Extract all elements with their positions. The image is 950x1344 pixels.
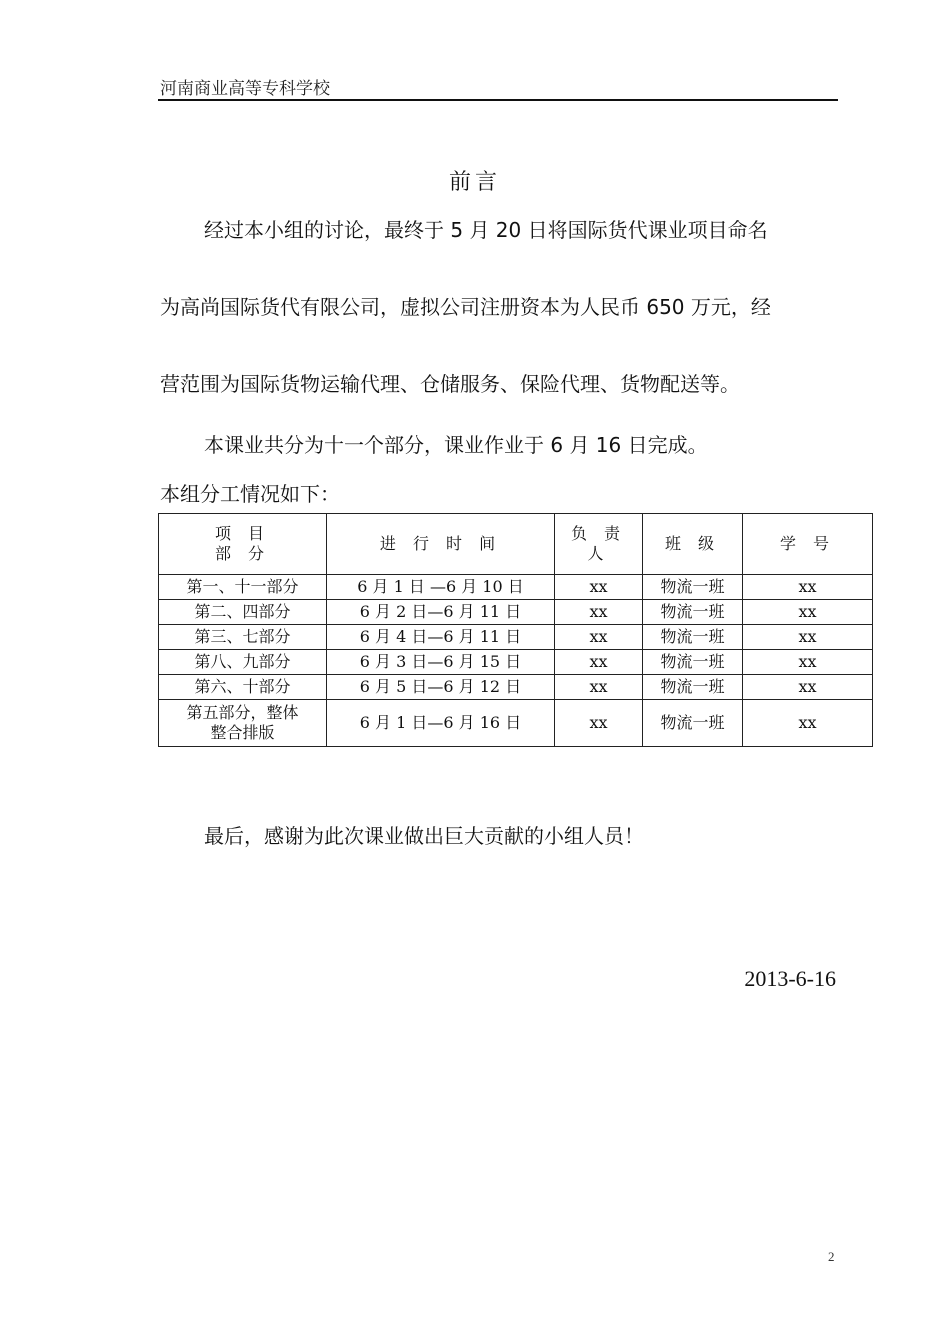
paragraph-2: 本课业共分为十一个部分，课业作业于 6 月 16 日完成。 xyxy=(204,433,708,457)
cell-time: 6 月 2 日—6 月 11 日 xyxy=(327,600,555,625)
cell-owner: xx xyxy=(555,675,643,700)
table-row xyxy=(159,625,873,650)
cell-student-id: xx xyxy=(743,600,873,625)
division-of-work-table xyxy=(158,513,873,747)
table-row xyxy=(159,575,873,600)
table-row xyxy=(159,675,873,700)
cell-class: 物流一班 xyxy=(643,675,743,700)
header-owner-line-2: 人 xyxy=(587,544,610,563)
cell-part: 第八、九部分 xyxy=(159,650,327,675)
table-row xyxy=(159,650,873,675)
header-owner xyxy=(555,514,643,575)
page-number: 2 xyxy=(828,1249,835,1264)
cell-student-id: xx xyxy=(743,675,873,700)
header-owner-line-1: 负 责 xyxy=(570,524,627,543)
cell-part: 第二、四部分 xyxy=(159,600,327,625)
header-time: 进 行 时 间 xyxy=(327,514,555,575)
cell-class: 物流一班 xyxy=(643,625,743,650)
cell-owner: xx xyxy=(555,600,643,625)
cell-student-id: xx xyxy=(743,700,873,747)
cell-time: 6 月 1 日 —6 月 10 日 xyxy=(327,575,555,600)
cell-owner: xx xyxy=(555,625,643,650)
header-student-id: 学 号 xyxy=(743,514,873,575)
header-class: 班 级 xyxy=(643,514,743,575)
table-row xyxy=(159,700,873,747)
cell-student-id: xx xyxy=(743,625,873,650)
cell-part xyxy=(159,700,327,747)
cell-time: 6 月 5 日—6 月 12 日 xyxy=(327,675,555,700)
paragraph-1-line-2: 为高尚国际货代有限公司，虚拟公司注册资本为人民币 650 万元，经 xyxy=(160,295,771,319)
cell-student-id: xx xyxy=(743,575,873,600)
cell-class: 物流一班 xyxy=(643,575,743,600)
cell-student-id: xx xyxy=(743,650,873,675)
header-part-line-2: 部 分 xyxy=(214,544,271,563)
header-part-line-1: 项 目 xyxy=(214,524,271,543)
closing-paragraph: 最后，感谢为此次课业做出巨大贡献的小组人员！ xyxy=(204,824,644,848)
paragraph-1-line-1: 经过本小组的讨论，最终于 5 月 20 日将国际货代课业项目命名 xyxy=(204,218,768,242)
cell-class: 物流一班 xyxy=(643,700,743,747)
page-title: 前言 xyxy=(448,170,501,195)
cell-class: 物流一班 xyxy=(643,600,743,625)
cell-part: 第三、七部分 xyxy=(159,625,327,650)
document-date: 2013-6-16 xyxy=(744,966,836,991)
cell-owner: xx xyxy=(555,650,643,675)
cell-time: 6 月 4 日—6 月 11 日 xyxy=(327,625,555,650)
cell-class: 物流一班 xyxy=(643,650,743,675)
header-divider xyxy=(158,99,838,101)
table-row xyxy=(159,600,873,625)
table-header-row xyxy=(159,514,873,575)
cell-time: 6 月 1 日—6 月 16 日 xyxy=(327,700,555,747)
cell-part-line-2: 整合排版 xyxy=(210,723,275,742)
paragraph-3: 本组分工情况如下： xyxy=(160,482,340,506)
cell-owner: xx xyxy=(555,700,643,747)
cell-part: 第六、十部分 xyxy=(159,675,327,700)
header-part xyxy=(159,514,327,575)
paragraph-1-line-3: 营范围为国际货物运输代理、仓储服务、保险代理、货物配送等。 xyxy=(160,372,740,396)
header-school-name: 河南商业高等专科学校 xyxy=(160,79,330,99)
cell-time: 6 月 3 日—6 月 15 日 xyxy=(327,650,555,675)
cell-owner: xx xyxy=(555,575,643,600)
cell-part-line-1: 第五部分，整体 xyxy=(186,703,299,722)
cell-part: 第一、十一部分 xyxy=(159,575,327,600)
